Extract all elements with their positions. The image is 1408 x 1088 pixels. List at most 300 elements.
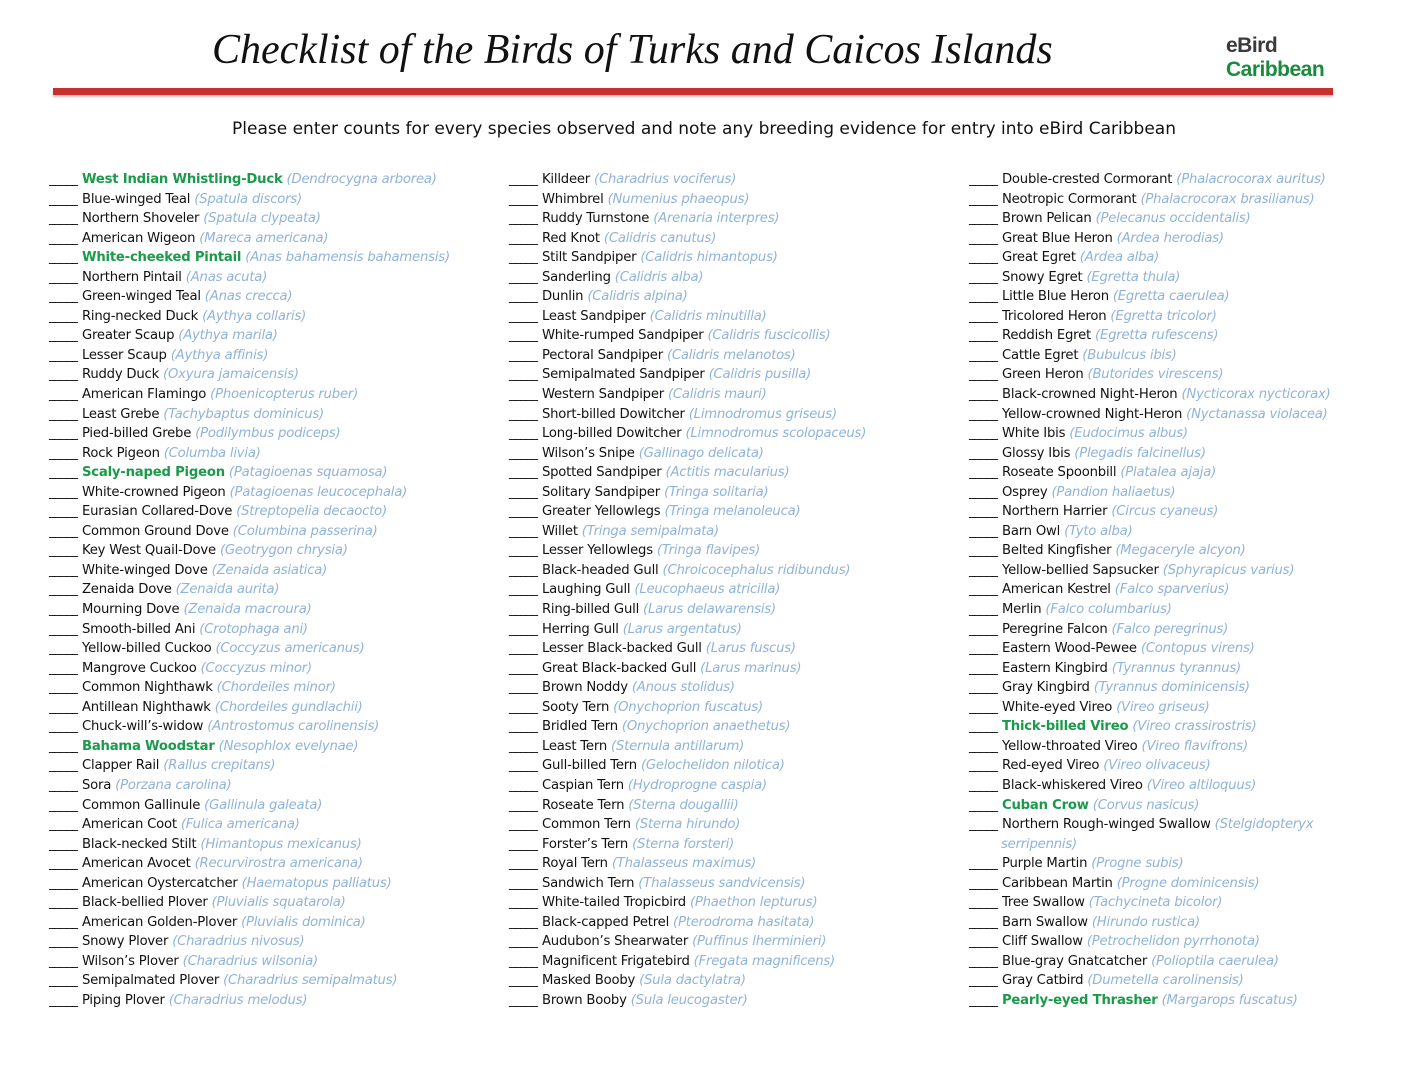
scientific-name: (Limnodromus scolopaceus): [685, 426, 867, 442]
species-row: [49, 307, 504, 327]
common-name: Eastern Wood-Pewee: [1001, 641, 1137, 657]
count-blank: _____: [509, 523, 537, 539]
count-blank: _____: [509, 934, 537, 950]
scientific-name: (Spatula clypeata): [203, 211, 321, 227]
species-row: [49, 502, 504, 522]
species-row: [969, 541, 1408, 561]
count-blank: _____: [509, 230, 537, 246]
common-name: Dunlin: [541, 289, 584, 305]
species-row: [969, 874, 1408, 894]
common-name: Sooty Tern: [541, 699, 610, 715]
scientific-name: (Bubulcus ibis): [1082, 347, 1177, 363]
species-row: [509, 463, 964, 483]
scientific-name: (Streptopelia decaocto): [236, 504, 387, 520]
count-blank: _____: [509, 602, 537, 618]
species-row: [509, 952, 964, 972]
scientific-name: (Pelecanus occidentalis): [1095, 211, 1251, 227]
common-name: Stilt Sandpiper: [541, 250, 637, 266]
scientific-name: (Coccyzus americanus): [215, 641, 365, 657]
common-name: Antillean Nighthawk: [81, 699, 211, 715]
scientific-name: (Tachycineta bicolor): [1088, 895, 1223, 911]
count-blank: _____: [969, 289, 997, 305]
count-blank: _____: [969, 895, 997, 911]
species-row: [969, 405, 1408, 425]
species-row: [49, 385, 504, 405]
count-blank: _____: [49, 211, 77, 227]
count-blank: _____: [509, 328, 537, 344]
count-blank: _____: [49, 562, 77, 578]
count-blank: _____: [509, 953, 537, 969]
species-row: [969, 170, 1408, 190]
common-name: Eastern Kingbird: [1001, 660, 1108, 676]
scientific-name: (Hydroprogne caspia): [627, 777, 767, 793]
count-blank: _____: [969, 797, 997, 813]
count-blank: _____: [49, 895, 77, 911]
common-name: Semipalmated Sandpiper: [541, 367, 705, 383]
common-name: Barn Swallow: [1001, 914, 1088, 930]
count-blank: _____: [49, 543, 77, 559]
common-name: Roseate Tern: [541, 797, 625, 813]
page-title: Checklist of the Birds of Turks and Caicos Islands: [212, 27, 1053, 73]
scientific-name: (Egretta rufescens): [1095, 328, 1219, 344]
species-row: [509, 854, 964, 874]
species-row: [509, 170, 964, 190]
count-blank: _____: [49, 289, 77, 305]
species-row: [969, 346, 1408, 366]
scientific-name: (Nesophlox evelynae): [218, 738, 359, 754]
common-name: Forster’s Tern: [541, 836, 629, 852]
count-blank: _____: [49, 817, 77, 833]
common-name: Thick-billed Vireo: [1001, 719, 1129, 735]
common-name: Scaly-naped Pigeon: [81, 465, 225, 481]
scientific-name: (Charadrius melodus): [168, 992, 308, 1008]
count-blank: _____: [509, 426, 537, 442]
common-name: Short-billed Dowitcher: [541, 406, 685, 422]
scientific-name: (Phoenicopterus ruber): [210, 387, 359, 403]
species-row: [49, 893, 504, 913]
scientific-name: (Egretta tricolor): [1110, 308, 1217, 324]
scientific-name: (Eudocimus albus): [1069, 426, 1188, 442]
scientific-name: (Charadrius wilsonia): [182, 953, 318, 969]
common-name: Cattle Egret: [1001, 347, 1079, 363]
common-name: Chuck-will’s-widow: [81, 719, 204, 735]
count-blank: _____: [969, 367, 997, 383]
species-row: [509, 483, 964, 503]
common-name: Blue-gray Gnatcatcher: [1001, 953, 1148, 969]
count-blank: _____: [969, 934, 997, 950]
count-blank: _____: [49, 328, 77, 344]
species-row: [49, 346, 504, 366]
scientific-name: (Ardea herodias): [1116, 230, 1224, 246]
species-row: [509, 522, 964, 542]
common-name: Cliff Swallow: [1001, 934, 1083, 950]
species-row: [969, 952, 1408, 972]
count-blank: _____: [49, 699, 77, 715]
common-name: Caspian Tern: [541, 777, 624, 793]
count-blank: _____: [509, 504, 537, 520]
species-row: [509, 600, 964, 620]
species-row: [509, 307, 964, 327]
common-name: American Coot: [81, 817, 177, 833]
species-row: [509, 932, 964, 952]
count-blank: _____: [49, 641, 77, 657]
count-blank: _____: [509, 543, 537, 559]
scientific-name: (Chroicocephalus ridibundus): [662, 562, 851, 578]
common-name: Least Grebe: [81, 406, 160, 422]
species-row: [49, 541, 504, 561]
common-name: Reddish Egret: [1001, 328, 1091, 344]
count-blank: _____: [49, 856, 77, 872]
common-name: Lesser Black-backed Gull: [541, 641, 702, 657]
count-blank: _____: [509, 484, 537, 500]
species-row: [49, 796, 504, 816]
common-name: Brown Noddy: [541, 680, 628, 696]
count-blank: _____: [49, 230, 77, 246]
scientific-name: (Progne dominicensis): [1116, 875, 1260, 891]
scientific-name: (Leucophaeus atricilla): [634, 582, 781, 598]
count-blank: _____: [49, 680, 77, 696]
species-row: [49, 776, 504, 796]
scientific-name: (Chordeiles minor): [216, 680, 336, 696]
scientific-name: (Recurvirostra americana): [194, 856, 363, 872]
scientific-name: (Thalasseus sandvicensis): [638, 875, 806, 891]
scientific-name: (Columbina passerina): [232, 523, 378, 539]
species-row: [509, 776, 964, 796]
count-blank: _____: [969, 172, 997, 187]
count-blank: _____: [49, 523, 77, 539]
common-name: Sanderling: [541, 269, 611, 285]
common-name: Mourning Dove: [81, 602, 180, 618]
species-row: [969, 717, 1408, 737]
common-name: Masked Booby: [541, 973, 636, 989]
count-blank: _____: [969, 719, 997, 735]
common-name: Yellow-bellied Sapsucker: [1001, 562, 1159, 578]
count-blank: _____: [969, 426, 997, 442]
scientific-name: (Margarops fuscatus): [1161, 992, 1298, 1008]
common-name: White Ibis: [1001, 426, 1066, 442]
scientific-name: (Vireo flavifrons): [1141, 738, 1248, 754]
count-blank: _____: [969, 523, 997, 539]
count-blank: _____: [969, 699, 997, 715]
common-name: Ring-billed Gull: [541, 602, 640, 618]
scientific-name: (Charadrius vociferus): [594, 172, 737, 187]
count-blank: _____: [969, 817, 997, 833]
scientific-name: (Calidris pusilla): [708, 367, 812, 383]
common-name: Black-whiskered Vireo: [1001, 777, 1143, 793]
count-blank: _____: [49, 836, 77, 852]
scientific-name: (Onychoprion anaethetus): [621, 719, 791, 735]
common-name: Roseate Spoonbill: [1001, 465, 1117, 481]
common-name: Double-crested Cormorant: [1001, 172, 1173, 187]
common-name: Herring Gull: [541, 621, 619, 637]
common-name: Greater Yellowlegs: [541, 504, 661, 520]
scientific-name: (Nyctanassa violacea): [1186, 406, 1328, 422]
common-name: Black-capped Petrel: [541, 914, 670, 930]
scientific-name: (Actitis macularius): [665, 465, 790, 481]
count-blank: _____: [969, 328, 997, 344]
common-name: Pied-billed Grebe: [81, 426, 192, 442]
species-row: [49, 522, 504, 542]
scientific-name: (Petrochelidon pyrrhonota): [1086, 934, 1260, 950]
count-blank: _____: [509, 895, 537, 911]
scientific-name: (Patagioenas squamosa): [228, 465, 388, 481]
count-blank: _____: [969, 269, 997, 285]
species-row: [509, 248, 964, 268]
species-row: [509, 815, 964, 835]
scientific-name: (Gallinago delicata): [638, 445, 764, 461]
species-row: [969, 287, 1408, 307]
scientific-name-continued: serripennis): [1001, 836, 1077, 852]
species-row: [969, 971, 1408, 991]
common-name: Clapper Rail: [81, 758, 160, 774]
scientific-name: (Columba livia): [163, 445, 261, 461]
count-blank: _____: [49, 308, 77, 324]
count-blank: _____: [509, 680, 537, 696]
count-blank: _____: [969, 680, 997, 696]
species-row: [49, 209, 504, 229]
species-row: [509, 717, 964, 737]
scientific-name: (Arenaria interpres): [653, 211, 780, 227]
scientific-name: (Tyto alba): [1064, 523, 1133, 539]
common-name: Great Egret: [1001, 250, 1076, 266]
common-name: Pearly-eyed Thrasher: [1001, 992, 1158, 1008]
count-blank: _____: [49, 269, 77, 285]
scientific-name: (Antrostomus carolinensis): [207, 719, 380, 735]
scientific-name: (Megaceryle alcyon): [1115, 543, 1246, 559]
common-name: Little Blue Heron: [1001, 289, 1109, 305]
count-blank: _____: [969, 777, 997, 793]
count-blank: _____: [49, 347, 77, 363]
count-blank: _____: [49, 719, 77, 735]
species-row: [969, 463, 1408, 483]
species-row: [49, 854, 504, 874]
count-blank: _____: [969, 406, 997, 422]
scientific-name: (Vireo griseus): [1116, 699, 1210, 715]
common-name: White-cheeked Pintail: [81, 250, 242, 266]
species-row: [969, 248, 1408, 268]
common-name: Gray Catbird: [1001, 973, 1084, 989]
scientific-name: (Sula leucogaster): [630, 992, 748, 1008]
scientific-name: (Puffinus lherminieri): [692, 934, 827, 950]
species-row: [49, 287, 504, 307]
count-blank: _____: [969, 387, 997, 403]
scientific-name: (Tyrannus dominicensis): [1093, 680, 1250, 696]
common-name: Lesser Scaup: [81, 347, 167, 363]
count-blank: _____: [49, 934, 77, 950]
scientific-name: (Geotrygon chrysia): [219, 543, 348, 559]
count-blank: _____: [49, 484, 77, 500]
species-row: [509, 659, 964, 679]
common-name: Mangrove Cuckoo: [81, 660, 197, 676]
scientific-name: (Larus argentatus): [622, 621, 742, 637]
count-blank: _____: [969, 191, 997, 207]
scientific-name: (Onychoprion fuscatus): [613, 699, 763, 715]
species-row: [509, 835, 964, 855]
common-name: Glossy Ibis: [1001, 445, 1071, 461]
count-blank: _____: [969, 484, 997, 500]
species-row: [509, 639, 964, 659]
common-name: Northern Pintail: [81, 269, 182, 285]
count-blank: _____: [509, 406, 537, 422]
count-blank: _____: [509, 836, 537, 852]
common-name: Black-necked Stilt: [81, 836, 197, 852]
count-blank: _____: [509, 660, 537, 676]
common-name: American Oystercatcher: [81, 875, 238, 891]
count-blank: _____: [969, 641, 997, 657]
scientific-name: (Calidris alpina): [587, 289, 688, 305]
scientific-name: (Oxyura jamaicensis): [163, 367, 299, 383]
scientific-name: (Pluvialis squatarola): [211, 895, 346, 911]
species-row: [969, 522, 1408, 542]
common-name: Audubon’s Shearwater: [541, 934, 689, 950]
scientific-name: (Hirundo rustica): [1091, 914, 1200, 930]
common-name: Bridled Tern: [541, 719, 618, 735]
scientific-name: (Sphyrapicus varius): [1162, 562, 1295, 578]
scientific-name: (Anas acuta): [185, 269, 268, 285]
species-row: [969, 580, 1408, 600]
common-name: Northern Harrier: [1001, 504, 1108, 520]
scientific-name: (Calidris himantopus): [640, 250, 778, 266]
scientific-name: (Limnodromus griseus): [688, 406, 837, 422]
species-row: [49, 444, 504, 464]
scientific-name: (Polioptila caerulea): [1151, 953, 1279, 969]
count-blank: _____: [969, 856, 997, 872]
count-blank: _____: [49, 582, 77, 598]
common-name: Belted Kingfisher: [1001, 543, 1112, 559]
common-name: Common Gallinule: [81, 797, 201, 813]
checklist-column-2: [509, 170, 964, 1011]
species-row: [969, 229, 1408, 249]
scientific-name: (Sterna hirundo): [634, 817, 741, 833]
species-row: [509, 991, 964, 1011]
count-blank: _____: [49, 406, 77, 422]
count-blank: _____: [969, 992, 997, 1008]
count-blank: _____: [509, 191, 537, 207]
scientific-name: (Spatula discors): [194, 191, 302, 207]
common-name: Magnificent Frigatebird: [541, 953, 690, 969]
species-row: [969, 385, 1408, 405]
common-name: Sandwich Tern: [541, 875, 635, 891]
common-name: Caribbean Martin: [1001, 875, 1113, 891]
scientific-name: (Plegadis falcinellus): [1074, 445, 1206, 461]
count-blank: _____: [49, 914, 77, 930]
common-name: Smooth-billed Ani: [81, 621, 196, 637]
count-blank: _____: [509, 973, 537, 989]
common-name: Yellow-throated Vireo: [1001, 738, 1138, 754]
scientific-name: (Calidris minutilla): [649, 308, 767, 324]
scientific-name: (Falco sparverius): [1114, 582, 1230, 598]
scientific-name: (Mareca americana): [199, 230, 329, 246]
common-name: Laughing Gull: [541, 582, 631, 598]
common-name: Common Nighthawk: [81, 680, 213, 696]
scientific-name: (Phaethon lepturus): [689, 895, 818, 911]
species-row: [969, 307, 1408, 327]
scientific-name: (Phalacrocorax brasilianus): [1140, 191, 1315, 207]
species-row: [509, 365, 964, 385]
scientific-name: (Nycticorax nycticorax): [1181, 387, 1331, 403]
count-blank: _____: [49, 465, 77, 481]
common-name: Bahama Woodstar: [81, 738, 215, 754]
species-row: [969, 893, 1408, 913]
species-row: [49, 756, 504, 776]
scientific-name: (Egretta caerulea): [1112, 289, 1230, 305]
scientific-name: (Stelgidopteryx: [1214, 817, 1314, 833]
scientific-name: (Rallus crepitans): [163, 758, 276, 774]
species-row: [969, 854, 1408, 874]
count-blank: _____: [969, 582, 997, 598]
species-row: [509, 874, 964, 894]
checklist-column-1: [49, 170, 504, 1011]
scientific-name: (Porzana carolina): [115, 777, 232, 793]
scientific-name: (Patagioenas leucocephala): [229, 484, 408, 500]
scientific-name: (Anous stolidus): [631, 680, 735, 696]
species-row: [969, 502, 1408, 522]
count-blank: _____: [49, 797, 77, 813]
common-name: Northern Shoveler: [81, 211, 200, 227]
species-row: [49, 483, 504, 503]
count-blank: _____: [49, 992, 77, 1008]
common-name: White-crowned Pigeon: [81, 484, 226, 500]
common-name: Least Sandpiper: [541, 308, 646, 324]
scientific-name: (Larus delawarensis): [643, 602, 776, 618]
common-name: Tree Swallow: [1001, 895, 1085, 911]
count-blank: _____: [49, 250, 77, 266]
species-row: [509, 541, 964, 561]
common-name: White-winged Dove: [81, 562, 208, 578]
count-blank: _____: [509, 387, 537, 403]
species-row: [49, 737, 504, 757]
species-row: [969, 698, 1408, 718]
scientific-name: (Anas bahamensis bahamensis): [245, 250, 450, 266]
species-row: [509, 209, 964, 229]
count-blank: _____: [969, 308, 997, 324]
common-name: American Flamingo: [81, 387, 207, 403]
species-row: [969, 737, 1408, 757]
count-blank: _____: [49, 621, 77, 637]
scientific-name: (Corvus nasicus): [1092, 797, 1200, 813]
species-row: [49, 717, 504, 737]
scientific-name: (Sula dactylatra): [639, 973, 746, 989]
scientific-name: (Calidris fuscicollis): [707, 328, 831, 344]
scientific-name: (Chordeiles gundlachii): [214, 699, 363, 715]
scientific-name: (Dumetella carolinensis): [1087, 973, 1244, 989]
species-row: [49, 952, 504, 972]
scientific-name: (Crotophaga ani): [199, 621, 308, 637]
count-blank: _____: [969, 660, 997, 676]
common-name: Northern Rough-winged Swallow: [1001, 817, 1211, 833]
species-row: [969, 561, 1408, 581]
scientific-name: (Tringa solitaria): [663, 484, 769, 500]
common-name: Ruddy Turnstone: [541, 211, 650, 227]
count-blank: _____: [49, 738, 77, 754]
scientific-name: (Platalea ajaja): [1120, 465, 1217, 481]
species-row: [509, 229, 964, 249]
common-name: Common Ground Dove: [81, 523, 229, 539]
common-name: Ring-necked Duck: [81, 308, 199, 324]
scientific-name: (Calidris canutus): [603, 230, 717, 246]
species-row: [969, 190, 1408, 210]
count-blank: _____: [969, 543, 997, 559]
scientific-name: (Zenaida aurita): [175, 582, 280, 598]
scientific-name: (Calidris mauri): [667, 387, 767, 403]
count-blank: _____: [969, 875, 997, 891]
common-name: Common Tern: [541, 817, 631, 833]
scientific-name: (Butorides virescens): [1087, 367, 1224, 383]
count-blank: _____: [49, 504, 77, 520]
common-name: Black-bellied Plover: [81, 895, 208, 911]
species-row: [509, 737, 964, 757]
common-name: Rock Pigeon: [81, 445, 160, 461]
